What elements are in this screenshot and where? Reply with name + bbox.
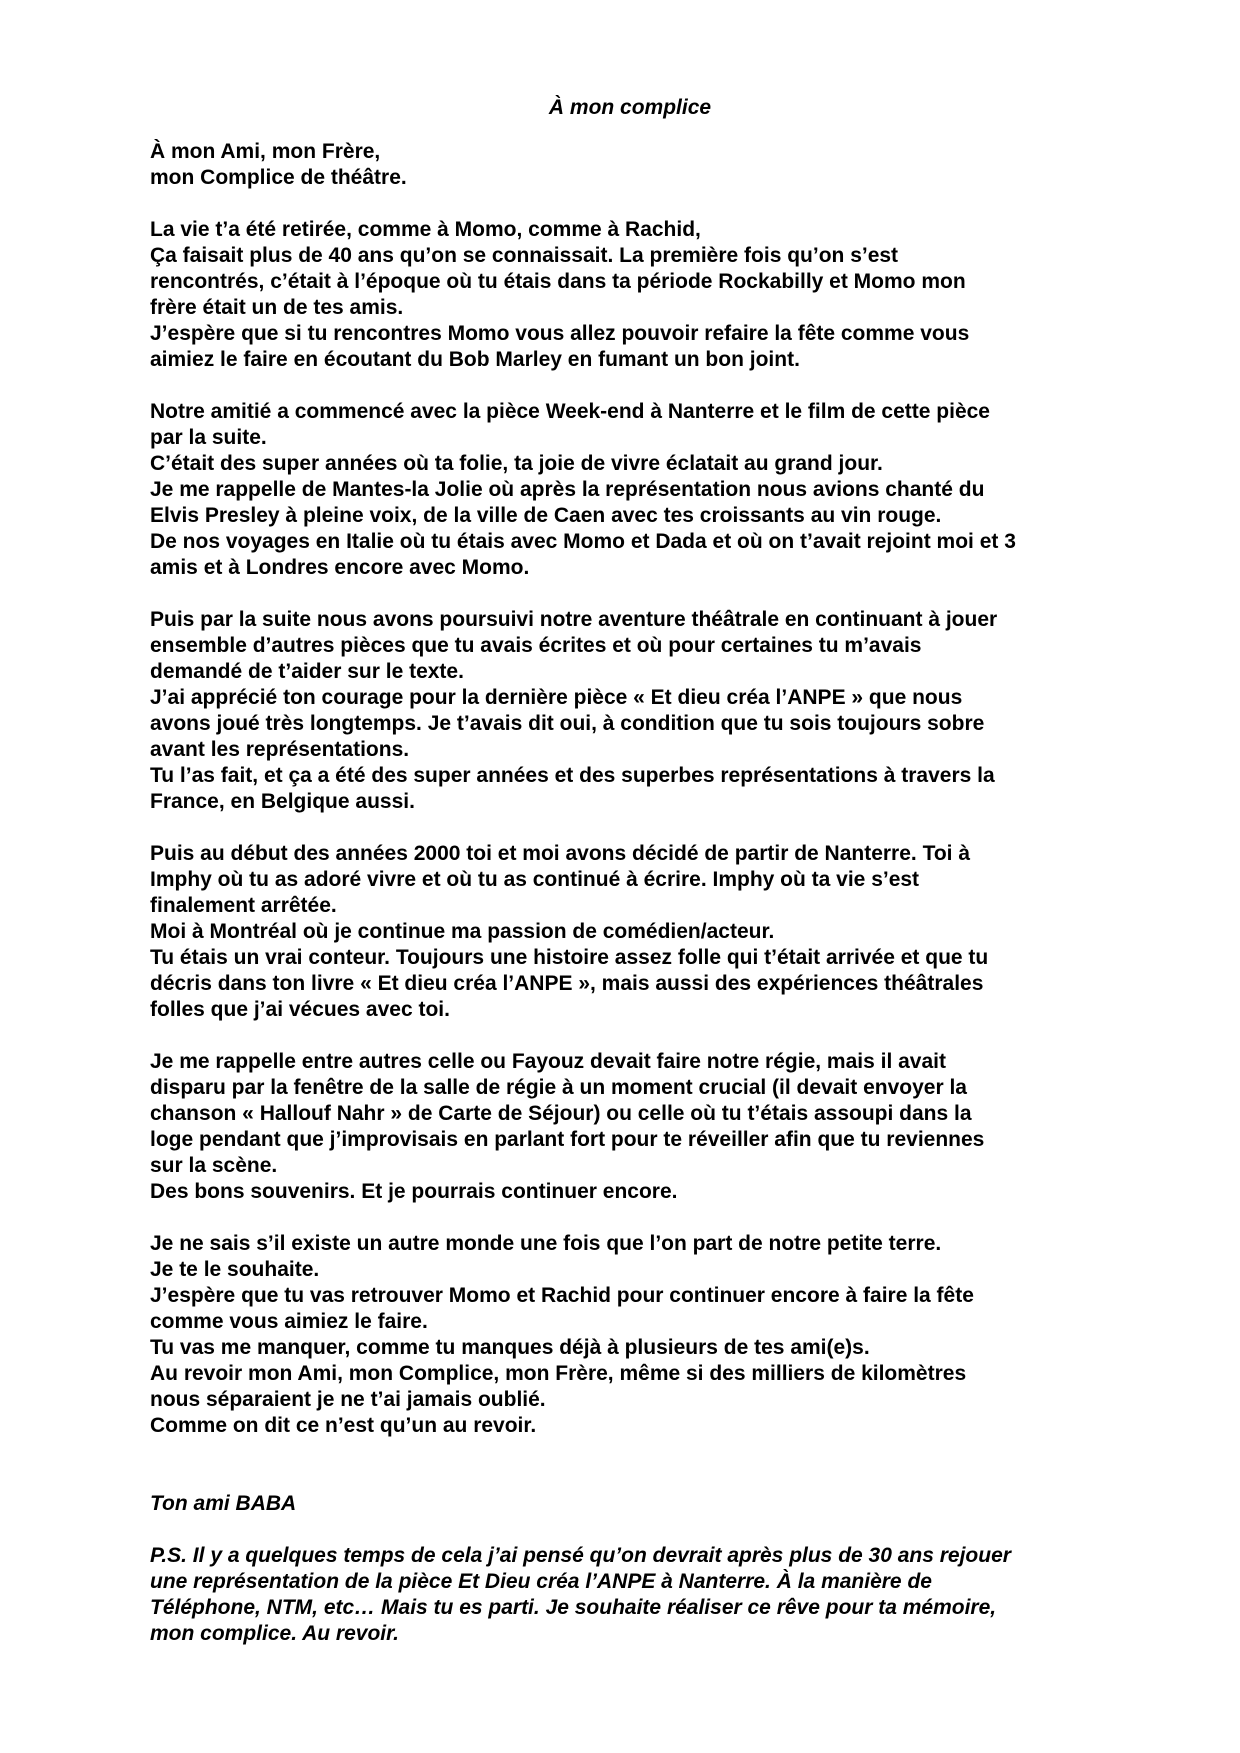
text-line: Je ne sais s’il existe un autre monde une fois que l’on part de notre petite terre. xyxy=(150,1232,942,1255)
text-line: À mon Ami, mon Frère, xyxy=(150,140,381,163)
text-line: Notre amitié a commencé avec la pièce Week-end à Nanterre et le film de cette pièce xyxy=(150,400,990,423)
signature xyxy=(150,1491,1110,1517)
text-line: demandé de t’aider sur le texte. xyxy=(150,660,464,683)
text-line: Je me rappelle entre autres celle ou Fayouz devait faire notre régie, mais il avait xyxy=(150,1050,946,1073)
signature-text: Ton ami BABA xyxy=(150,1492,297,1515)
text-line: Tu vas me manquer, comme tu manques déjà à plusieurs de tes ami(e)s. xyxy=(150,1336,870,1359)
text-line: comme vous aimiez le faire. xyxy=(150,1310,428,1333)
text-line: décris dans ton livre « Et dieu créa l’ANPE », mais aussi des expériences théâtrales xyxy=(150,972,984,995)
text-line: France, en Belgique aussi. xyxy=(150,790,415,813)
text-line: De nos voyages en Italie où tu étais avec Momo et Dada et où on t’avait rejoint moi et 3 xyxy=(150,530,1016,553)
paragraph-4 xyxy=(150,841,1110,1023)
text-line: Des bons souvenirs. Et je pourrais continuer encore. xyxy=(150,1180,678,1203)
text-line: Imphy où tu as adoré vivre et où tu as continué à écrire. Imphy où ta vie s’est xyxy=(150,868,920,891)
paragraph-3 xyxy=(150,607,1110,815)
text-line: Tu l’as fait, et ça a été des super années et des superbes représentations à travers la xyxy=(150,764,995,787)
text-line: C’était des super années où ta folie, ta joie de vivre éclatait au grand jour. xyxy=(150,452,883,475)
paragraph-1 xyxy=(150,217,1110,373)
letter-title: À mon complice xyxy=(548,96,712,119)
text-line: par la suite. xyxy=(150,426,267,449)
text-line: chanson « Hallouf Nahr » de Carte de Séjour) ou celle où tu t’étais assoupi dans la xyxy=(150,1102,972,1125)
text-line: ensemble d’autres pièces que tu avais écrites et où pour certaines tu m’avais xyxy=(150,634,922,657)
text-line: J’ai apprécié ton courage pour la dernière pièce « Et dieu créa l’ANPE » que nous xyxy=(150,686,963,709)
text-line: mon Complice de théâtre. xyxy=(150,166,407,189)
text-line: sur la scène. xyxy=(150,1154,278,1177)
text-line: loge pendant que j’improvisais en parlant fort pour te réveiller afin que tu reviennes xyxy=(150,1128,985,1151)
text-line: disparu par la fenêtre de la salle de régie à un moment crucial (il devait envoyer la xyxy=(150,1076,967,1099)
text-line: amis et à Londres encore avec Momo. xyxy=(150,556,530,579)
text-line: finalement arrêtée. xyxy=(150,894,337,917)
paragraph-greeting xyxy=(150,139,1110,191)
text-line: rencontrés, c’était à l’époque où tu étais dans ta période Rockabilly et Momo mon xyxy=(150,270,966,293)
text-line: Comme on dit ce n’est qu’un au revoir. xyxy=(150,1414,537,1437)
postscript-line: Téléphone, NTM, etc… Mais tu es parti. Je souhaite réaliser ce rêve pour ta mémoire, xyxy=(150,1596,997,1619)
text-line: Puis au début des années 2000 toi et moi avons décidé de partir de Nanterre. Toi à xyxy=(150,842,971,865)
postscript-line: P.S. Il y a quelques temps de cela j’ai pensé qu’on devrait après plus de 30 ans rejouer xyxy=(150,1544,1011,1567)
text-line: J’espère que tu vas retrouver Momo et Rachid pour continuer encore à faire la fête xyxy=(150,1284,974,1307)
postscript-line: mon complice. Au revoir. xyxy=(150,1622,399,1645)
text-line: Je me rappelle de Mantes-la Jolie où après la représentation nous avions chanté du xyxy=(150,478,985,501)
postscript xyxy=(150,1543,1110,1647)
text-line: avons joué très longtemps. Je t’avais dit oui, à condition que tu sois toujours sobre xyxy=(150,712,985,735)
text-line: Elvis Presley à pleine voix, de la ville de Caen avec tes croissants au vin rouge. xyxy=(150,504,942,527)
text-line: J’espère que si tu rencontres Momo vous allez pouvoir refaire la fête comme vous xyxy=(150,322,970,345)
text-line: frère était un de tes amis. xyxy=(150,296,404,319)
text-line: Ça faisait plus de 40 ans qu’on se connaissait. La première fois qu’on s’est xyxy=(150,244,899,267)
text-line: Moi à Montréal où je continue ma passion de comédien/acteur. xyxy=(150,920,775,943)
text-line: aimiez le faire en écoutant du Bob Marley en fumant un bon joint. xyxy=(150,348,800,371)
paragraph-2 xyxy=(150,399,1110,581)
text-line: Tu étais un vrai conteur. Toujours une histoire assez folle qui t’était arrivée et que tu xyxy=(150,946,989,969)
text-line: avant les représentations. xyxy=(150,738,410,761)
text-line: Je te le souhaite. xyxy=(150,1258,320,1281)
paragraph-5 xyxy=(150,1049,1110,1205)
text-line: nous séparaient je ne t’ai jamais oublié. xyxy=(150,1388,546,1411)
text-line: La vie t’a été retirée, comme à Momo, comme à Rachid, xyxy=(150,218,701,241)
paragraph-6 xyxy=(150,1231,1110,1439)
text-line: Puis par la suite nous avons poursuivi notre aventure théâtrale en continuant à jouer xyxy=(150,608,998,631)
letter-page xyxy=(150,95,1110,1673)
postscript-line: une représentation de la pièce Et Dieu créa l’ANPE à Nanterre. À la manière de xyxy=(150,1570,932,1593)
text-line: folles que j’ai vécues avec toi. xyxy=(150,998,450,1021)
text-line: Au revoir mon Ami, mon Complice, mon Frère, même si des milliers de kilomètres xyxy=(150,1362,967,1385)
